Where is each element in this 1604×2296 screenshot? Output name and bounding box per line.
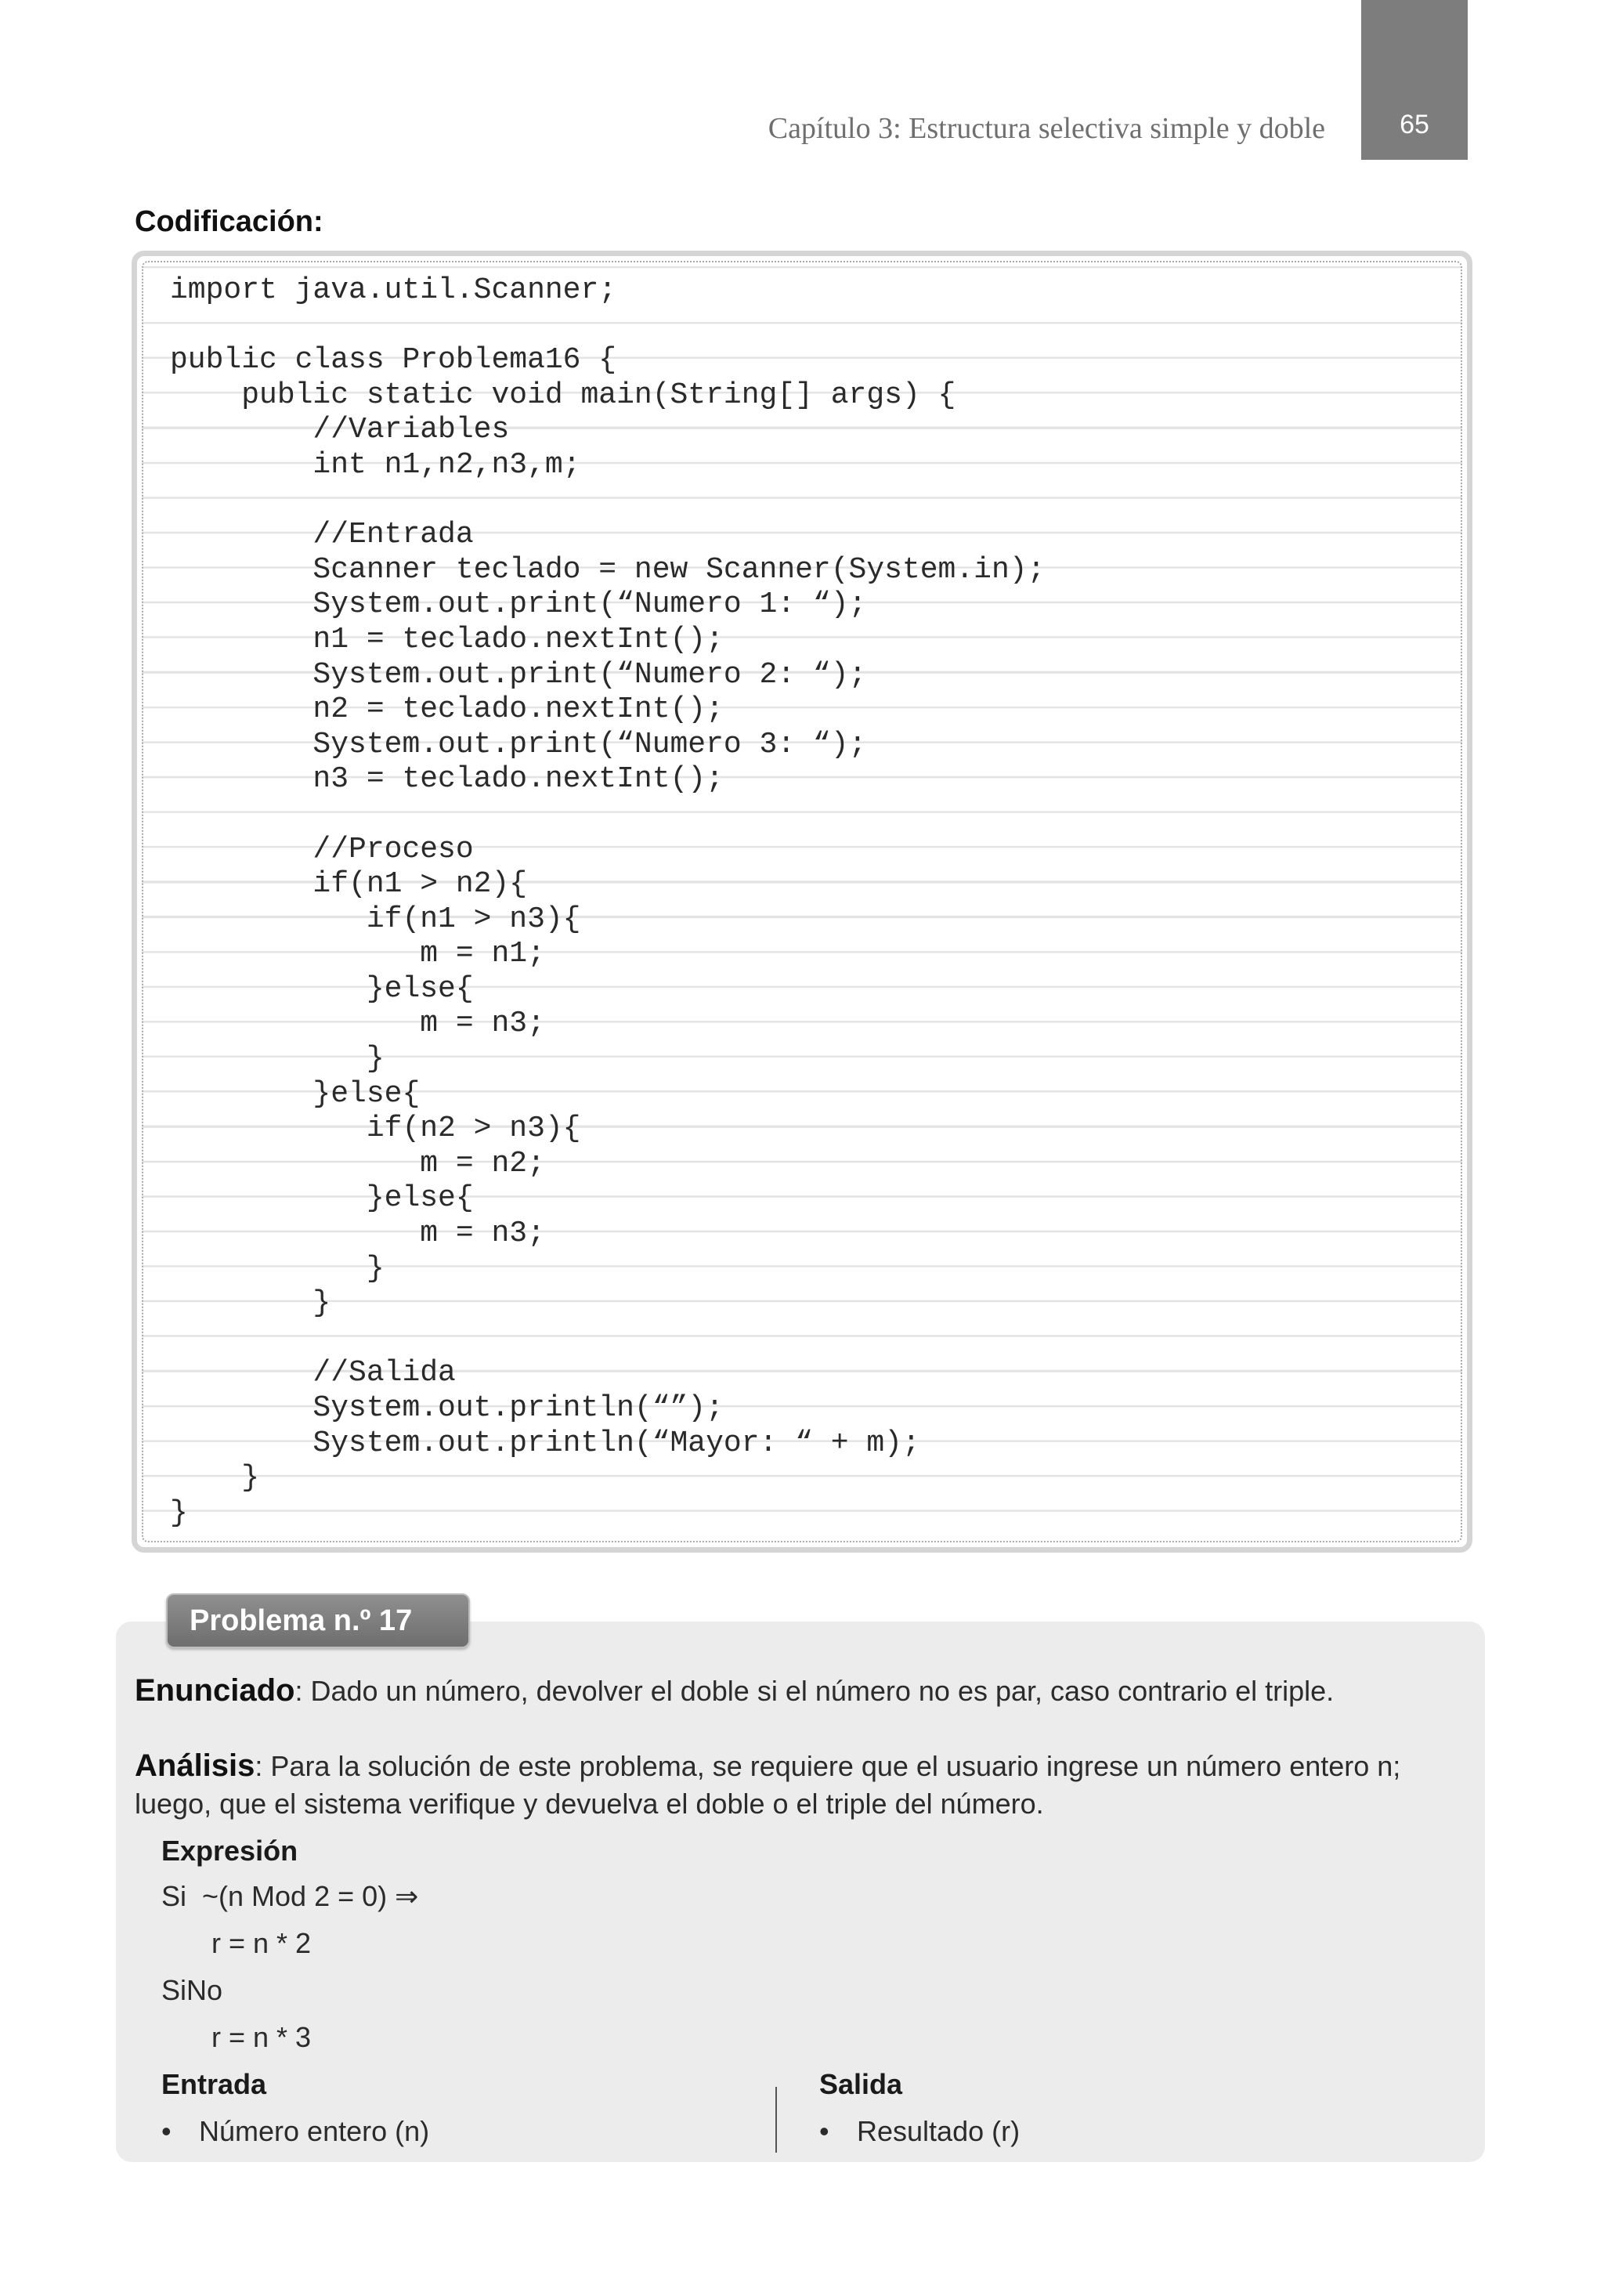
analisis-paragraph bbox=[135, 1747, 1474, 1823]
expresion-line: r = n * 3 bbox=[211, 2021, 312, 2053]
salida-item-text: Resultado (r) bbox=[857, 2115, 1021, 2147]
section-title-codificacion: Codificación: bbox=[135, 205, 323, 238]
entrada-heading: Entrada bbox=[161, 2068, 267, 2100]
code-listing-inner bbox=[142, 261, 1462, 1542]
enunciado-paragraph bbox=[135, 1672, 1474, 1710]
expresion-line: SiNo bbox=[161, 1974, 223, 2006]
column-divider bbox=[775, 2087, 777, 2153]
analisis-label: Análisis bbox=[135, 1748, 255, 1783]
bullet-icon: • bbox=[161, 2115, 172, 2147]
enunciado-label: Enunciado bbox=[135, 1673, 295, 1708]
code-listing: import java.util.Scanner; public class Problema16 { public static void main(String[] args) { //Variables int n1,n2,n3,m; //Entrada Scanner teclado = new Scanner(System.in); System.out.print(“Numero 1: “); n1 = teclado.nextInt(); System.out.print(“Numero 2: “); n2 = teclado.nextInt(); System.out.print(“Numero 3: “); n3 = teclado.nextInt(); //Proceso if(n1 > n2){ if(n1 > n3){ m = n1; }else{ m = n3; } }else{ if(n2 > n3){ m = n2; }else{ m = n3; } } //Salida System.out.println(“”); System.out.println(“Mayor: “ + m); } } bbox=[170, 273, 1046, 1530]
salida-item bbox=[819, 2115, 1020, 2148]
salida-heading: Salida bbox=[819, 2068, 903, 2100]
page-number: 65 bbox=[1400, 110, 1429, 139]
expresion-line: Si ~(n Mod 2 = 0) ⇒ bbox=[161, 1880, 419, 1912]
expresion-line: r = n * 2 bbox=[211, 1927, 312, 1959]
problem-tab: Problema n.º 17 bbox=[166, 1593, 470, 1648]
code-listing-box bbox=[132, 251, 1472, 1553]
enunciado-text: : Dado un número, devolver el doble si el número no es par, caso contrario el triple. bbox=[294, 1675, 1335, 1707]
entrada-item bbox=[161, 2115, 429, 2148]
bullet-icon: • bbox=[819, 2115, 829, 2147]
entrada-item-text: Número entero (n) bbox=[199, 2115, 430, 2147]
chapter-title: Capítulo 3: Estructura selectiva simple y doble bbox=[768, 112, 1325, 145]
analisis-text: : Para la solución de este problema, se requiere que el usuario ingrese un número entero n; luego, que el sistema verifique y devuelva el doble o el triple del número. bbox=[135, 1750, 1401, 1820]
expresion-heading: Expresión bbox=[161, 1835, 298, 1867]
